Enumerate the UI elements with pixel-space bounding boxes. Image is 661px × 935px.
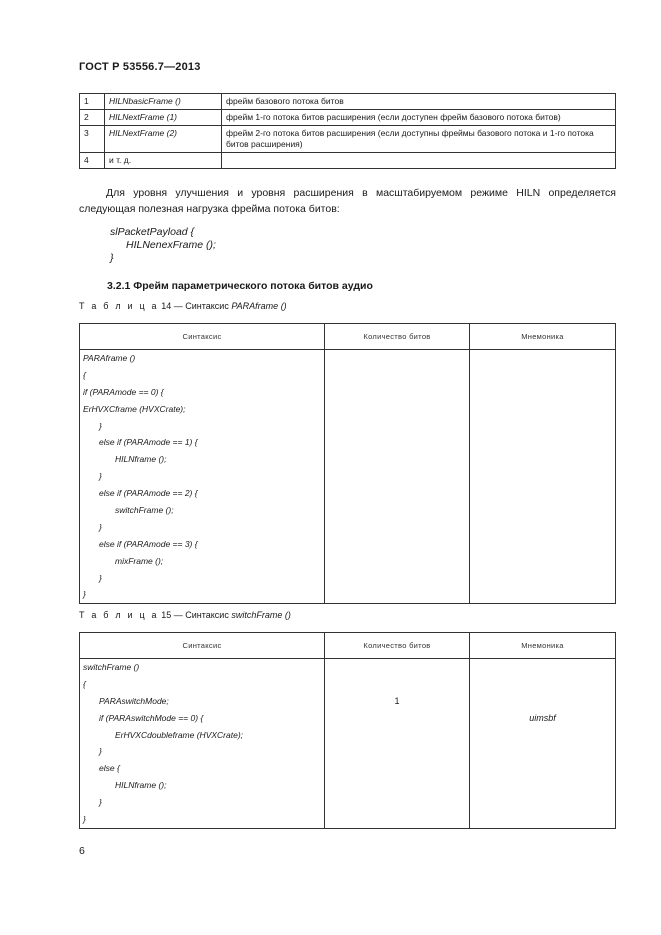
body-paragraph (79, 185, 616, 217)
bitstream-frames-table (79, 93, 616, 169)
syntax-line: } (99, 572, 102, 583)
syntax-line: else if (PARAmode == 3) { (99, 538, 198, 549)
mnemonic-value (470, 811, 615, 828)
table-row (80, 94, 616, 110)
mnemonic-value: uimsbf (529, 712, 556, 723)
table15-caption: Т а б л и ц а 15 — Синтаксис switchFrame () (79, 610, 291, 620)
section-title: 3.2.1 Фрейм параметрического потока битов аудио (107, 280, 373, 292)
mnemonic-cell (470, 659, 616, 829)
paragraph-text: Для уровня улучшения и уровня расширения в масштабируемом режиме HILN определяется следующая полезная нагрузка фрейма потока битов: (79, 187, 616, 215)
frame-name: и т. д. (105, 153, 222, 169)
bits-value: 1 (394, 695, 400, 706)
syntax-line: else if (PARAmode == 1) { (99, 437, 198, 448)
syntax-line: } (99, 420, 102, 431)
frame-description (222, 153, 616, 169)
bits-value (325, 743, 469, 760)
code-line-2: HILNenexFrame (); (126, 239, 216, 251)
syntax-line: switchFrame () (83, 662, 140, 672)
syntax-line: } (83, 589, 86, 600)
bits-value (325, 777, 469, 794)
bits-value (325, 676, 469, 693)
frame-name: HILNextFrame (2) (105, 126, 222, 153)
syntax-line: } (99, 521, 102, 532)
header-bits: Количество битов (325, 324, 470, 350)
table-row (80, 126, 616, 153)
syntax-line: else if (PARAmode == 2) { (99, 488, 198, 499)
mnemonic-value (470, 743, 615, 760)
code-line-1: slPacketPayload { (110, 226, 195, 238)
syntax-line: if (PARAswitchMode == 0) { (99, 712, 204, 723)
syntax-line: } (99, 797, 102, 808)
mnemonic-value (470, 727, 615, 744)
row-number: 3 (80, 126, 105, 153)
syntax-line: PARAswitchMode; (99, 695, 169, 706)
table14-syntax (79, 323, 616, 604)
syntax-line: switchFrame (); (115, 505, 174, 516)
bits-value (325, 760, 469, 777)
frame-name: HILNextFrame (1) (105, 110, 222, 126)
code-line-3: } (110, 252, 114, 264)
header-syntax: Синтаксис (80, 633, 325, 659)
syntax-line: HILNframe (); (115, 454, 167, 465)
frame-description: фрейм базового потока битов (222, 94, 616, 110)
syntax-line: PARAframe () (83, 353, 136, 363)
syntax-line: mixFrame (); (115, 555, 164, 566)
table-row (80, 110, 616, 126)
header-mnemonic: Мнемоника (470, 633, 616, 659)
syntax-cell (80, 350, 325, 604)
table15-syntax (79, 632, 616, 829)
header-syntax: Синтаксис (80, 324, 325, 350)
syntax-line: { (83, 369, 86, 380)
bits-value (325, 710, 469, 727)
syntax-line: ErHVXCdoubleframe (HVXCrate); (115, 729, 244, 740)
syntax-line: if (PARAmode == 0) { (83, 386, 164, 397)
syntax-line: HILNframe (); (115, 780, 167, 791)
syntax-line: else { (99, 763, 120, 774)
frame-description: фрейм 2-го потока битов расширения (если доступны фреймы базового потока и 1-го потока битов расширения) (222, 126, 616, 153)
bits-value (325, 727, 469, 744)
table-row (80, 153, 616, 169)
bits-value (325, 659, 469, 676)
syntax-cell (80, 659, 325, 829)
bits-cell (325, 350, 470, 604)
table14-caption: Т а б л и ц а 14 — Синтаксис PARAframe () (79, 301, 287, 311)
mnemonic-value (470, 659, 615, 676)
mnemonic-value (470, 760, 615, 777)
frame-description: фрейм 1-го потока битов расширения (если доступен фрейм базового потока битов) (222, 110, 616, 126)
row-number: 1 (80, 94, 105, 110)
header-bits: Количество битов (325, 633, 470, 659)
mnemonic-value (470, 693, 615, 710)
row-number: 2 (80, 110, 105, 126)
mnemonic-value (470, 777, 615, 794)
syntax-line: ErHVXCframe (HVXCrate); (83, 403, 186, 414)
syntax-line: } (99, 746, 102, 757)
document-header: ГОСТ Р 53556.7—2013 (79, 61, 201, 73)
syntax-line: } (83, 814, 86, 825)
bits-value (325, 811, 469, 828)
page-number: 6 (79, 845, 85, 857)
frame-name: HILNbasicFrame () (105, 94, 222, 110)
syntax-line: { (83, 678, 86, 689)
mnemonic-value (470, 676, 615, 693)
row-number: 4 (80, 153, 105, 169)
bits-cell (325, 659, 470, 829)
syntax-line: } (99, 471, 102, 482)
mnemonic-value (470, 794, 615, 811)
mnemonic-cell (470, 350, 616, 604)
bits-value (325, 794, 469, 811)
header-mnemonic: Мнемоника (470, 324, 616, 350)
